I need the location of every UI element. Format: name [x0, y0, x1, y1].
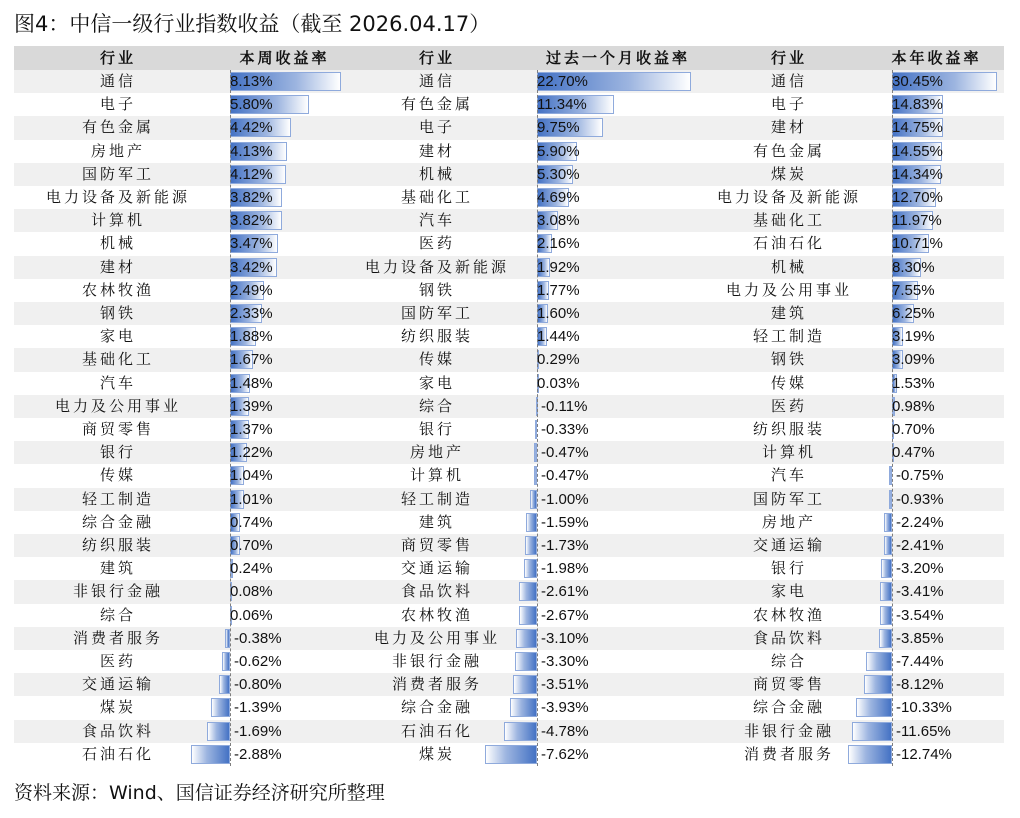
return-bar [864, 675, 892, 694]
return-value: 3.08% [537, 212, 580, 230]
industry-name: 煤炭 [770, 164, 807, 183]
return-value: -0.62% [234, 653, 282, 670]
industry-name: 银行 [770, 559, 807, 578]
header-industry-2: 行业 [418, 49, 455, 67]
table-row [14, 696, 1004, 719]
header-industry-3: 行业 [770, 49, 807, 67]
return-value: -0.33% [541, 421, 589, 438]
table-row [14, 650, 1004, 673]
industry-name: 建筑 [418, 512, 455, 531]
industry-name: 交通运输 [752, 536, 825, 554]
return-bar [504, 722, 537, 741]
industry-name: 房地产 [409, 443, 464, 462]
industry-name: 电力设备及新能源 [716, 188, 861, 206]
return-value: -12.74% [896, 745, 952, 763]
return-value: -2.67% [541, 606, 589, 624]
table-row [14, 488, 1004, 511]
return-value: 1.04% [230, 467, 273, 485]
return-bar [856, 698, 892, 717]
industry-name: 综合金融 [81, 512, 154, 531]
zero-axis-line [230, 70, 231, 766]
return-value: 4.42% [230, 119, 273, 137]
return-bar [525, 536, 537, 555]
return-value: 3.47% [230, 235, 273, 253]
return-value: -3.41% [896, 583, 944, 601]
industry-name: 商贸零售 [752, 675, 825, 694]
return-value: 5.80% [230, 96, 273, 114]
industry-name: 计算机 [90, 211, 145, 230]
industry-name: 传媒 [418, 350, 455, 369]
return-value: -2.88% [234, 745, 282, 763]
table-row [14, 441, 1004, 464]
return-value: 1.77% [537, 281, 580, 299]
zero-axis-line [537, 70, 538, 766]
industry-name: 基础化工 [81, 350, 154, 369]
return-value: 1.88% [230, 328, 273, 346]
industry-name: 家电 [418, 373, 455, 392]
industry-name: 家电 [99, 327, 136, 346]
return-value: 1.60% [537, 305, 580, 322]
return-bar [510, 698, 537, 717]
return-value: 1.22% [230, 444, 273, 462]
industry-name: 综合金融 [752, 698, 825, 717]
return-value: 8.30% [892, 258, 935, 276]
return-bar [879, 629, 892, 648]
industry-name: 国防军工 [400, 304, 473, 322]
return-bar [207, 722, 230, 741]
return-value: -4.78% [541, 722, 589, 740]
return-value: -11.65% [896, 722, 951, 740]
industry-name: 非银行金融 [391, 652, 482, 670]
return-value: -1.39% [234, 699, 282, 717]
industry-name: 建材 [418, 141, 455, 160]
industry-name: 食品饮料 [81, 721, 154, 740]
return-value: 0.03% [537, 374, 580, 392]
return-value: 0.08% [230, 583, 273, 601]
industry-name: 煤炭 [99, 698, 136, 717]
industry-name: 电子 [418, 118, 455, 137]
table-row [14, 348, 1004, 371]
industry-name: 消费者服务 [72, 628, 163, 647]
table-row [14, 140, 1004, 163]
return-value: 0.24% [230, 560, 273, 578]
industry-name: 食品饮料 [752, 628, 825, 647]
return-value: -3.20% [896, 560, 944, 578]
industry-name: 机械 [770, 257, 807, 276]
industry-name: 银行 [418, 420, 455, 438]
return-bar [519, 582, 537, 601]
return-value: 11.34% [537, 96, 587, 114]
industry-name: 电力设备及新能源 [364, 257, 509, 276]
industry-name: 纺织服装 [81, 536, 154, 554]
return-bar [219, 675, 230, 694]
table-row [14, 209, 1004, 232]
return-bar [515, 652, 537, 671]
industry-name: 传媒 [99, 466, 136, 485]
industry-name: 医药 [770, 396, 807, 415]
return-bar [881, 559, 892, 578]
table-header [14, 46, 1004, 70]
industry-name: 计算机 [761, 443, 816, 462]
return-value: 5.90% [537, 142, 580, 160]
industry-name: 综合金融 [400, 698, 473, 717]
return-bar [848, 745, 892, 764]
return-value: -1.98% [541, 560, 589, 578]
industry-name: 有色金属 [81, 118, 154, 137]
return-bar [211, 698, 230, 717]
return-value: 1.44% [537, 328, 580, 346]
return-value: 2.33% [230, 305, 273, 322]
return-value: -3.10% [541, 629, 589, 647]
return-bar [516, 629, 537, 648]
return-value: 12.70% [892, 189, 943, 206]
return-value: -3.30% [541, 653, 589, 670]
return-value: -2.24% [896, 513, 944, 531]
return-value: 2.16% [537, 235, 580, 253]
return-value: -3.54% [896, 606, 944, 624]
table-row [14, 395, 1004, 418]
return-value: -0.47% [541, 467, 589, 485]
return-bar [884, 513, 892, 532]
industry-name: 通信 [770, 72, 807, 90]
return-value: 1.01% [230, 490, 273, 508]
industry-name: 基础化工 [400, 188, 473, 206]
return-value: 0.98% [892, 397, 935, 415]
table-row [14, 557, 1004, 580]
industry-name: 钢铁 [99, 304, 136, 322]
table-row [14, 534, 1004, 557]
industry-name: 煤炭 [418, 744, 455, 763]
return-bar [191, 745, 230, 764]
return-value: -0.11% [541, 397, 588, 415]
industry-name: 钢铁 [418, 280, 455, 299]
industry-name: 钢铁 [770, 350, 807, 369]
table-row [14, 279, 1004, 302]
table-row [14, 464, 1004, 487]
return-value: 3.82% [230, 189, 273, 206]
return-value: -8.12% [896, 676, 944, 694]
return-value: 4.12% [230, 165, 273, 183]
industry-name: 综合 [418, 396, 455, 415]
industry-name: 计算机 [409, 466, 464, 485]
return-value: 1.67% [230, 351, 273, 369]
table-row [14, 720, 1004, 743]
table-row [14, 372, 1004, 395]
return-bar [880, 582, 892, 601]
return-value: 7.55% [892, 281, 935, 299]
return-value: 8.13% [230, 73, 273, 90]
industry-name: 消费者服务 [743, 744, 834, 763]
return-bar [222, 652, 230, 671]
table-row [14, 116, 1004, 139]
industry-name: 石油石化 [81, 744, 154, 763]
industry-name: 传媒 [770, 373, 807, 392]
table-row [14, 163, 1004, 186]
return-value: -0.47% [541, 444, 589, 462]
industry-name: 商贸零售 [400, 536, 473, 554]
table-row [14, 673, 1004, 696]
return-value: 1.39% [230, 397, 273, 415]
industry-name: 建筑 [99, 559, 136, 578]
table-row [14, 743, 1004, 766]
return-value: 0.74% [230, 513, 273, 531]
return-value: 6.25% [892, 305, 935, 322]
industry-name: 建筑 [770, 304, 807, 322]
industry-name: 医药 [99, 652, 136, 670]
table-row [14, 627, 1004, 650]
industry-name: 轻工制造 [81, 489, 154, 508]
industry-name: 电力及公用事业 [54, 396, 181, 415]
return-bar [513, 675, 537, 694]
industry-name: 房地产 [90, 141, 145, 160]
chart-title: 图4：中信一级行业指数收益（截至 2026.04.17） [14, 12, 491, 36]
industry-name: 机械 [418, 164, 455, 183]
table-row [14, 325, 1004, 348]
return-value: -2.61% [541, 583, 589, 601]
table-row [14, 256, 1004, 279]
industry-name: 消费者服务 [391, 675, 482, 694]
return-value: 0.70% [892, 421, 935, 438]
industry-name: 纺织服装 [752, 420, 825, 438]
industry-name: 家电 [770, 582, 807, 601]
return-value: 10.71% [892, 235, 943, 253]
return-value: 1.37% [230, 421, 273, 438]
return-value: 0.29% [537, 351, 580, 369]
return-bar [880, 606, 892, 625]
industry-name: 石油石化 [400, 721, 473, 740]
header-month-return: 过去一个月收益率 [545, 49, 690, 67]
return-value: 2.49% [230, 281, 273, 299]
return-value: -10.33% [896, 699, 952, 717]
return-value: 1.53% [892, 374, 935, 392]
return-bar [485, 745, 537, 764]
industry-name: 电力及公用事业 [725, 280, 852, 299]
return-value: 11.97% [892, 212, 942, 230]
industry-name: 电力设备及新能源 [45, 188, 190, 206]
industry-name: 汽车 [770, 466, 807, 485]
industry-name: 纺织服装 [400, 327, 473, 346]
industry-name: 非银行金融 [72, 582, 163, 601]
return-value: 4.69% [537, 189, 580, 206]
return-bar [519, 606, 537, 625]
industry-name: 综合 [770, 652, 807, 670]
table-row [14, 232, 1004, 255]
header-week-return: 本周收益率 [239, 49, 330, 67]
industry-name: 银行 [99, 443, 136, 462]
industry-name: 农林牧渔 [81, 280, 154, 299]
return-value: 3.19% [892, 328, 935, 346]
return-value: 14.83% [892, 96, 943, 114]
industry-name: 农林牧渔 [400, 605, 473, 624]
return-value: 3.82% [230, 212, 273, 230]
industry-name: 商贸零售 [81, 420, 154, 438]
return-value: -7.62% [541, 745, 589, 763]
header-industry-1: 行业 [99, 49, 136, 67]
return-bar [524, 559, 537, 578]
industry-name: 有色金属 [752, 141, 825, 160]
return-bar [852, 722, 892, 741]
return-value: 0.70% [230, 537, 273, 554]
zero-axis-line [892, 70, 893, 766]
return-value: -3.85% [896, 629, 944, 647]
return-value: 30.45% [892, 73, 943, 90]
industry-name: 建材 [770, 118, 807, 137]
table-row [14, 580, 1004, 603]
industry-name: 石油石化 [752, 234, 825, 253]
return-value: 14.75% [892, 119, 943, 137]
return-value: 22.70% [537, 73, 588, 90]
return-value: 0.47% [892, 444, 935, 462]
return-bar [526, 513, 537, 532]
industry-name: 房地产 [761, 512, 816, 531]
return-value: -0.93% [896, 490, 944, 508]
table-row [14, 93, 1004, 116]
industry-name: 建材 [99, 257, 136, 276]
return-value: 9.75% [537, 119, 580, 137]
industry-name: 电子 [770, 95, 807, 114]
table-row [14, 70, 1004, 93]
return-value: -1.00% [541, 490, 589, 508]
industry-name: 机械 [99, 234, 136, 253]
industry-name: 通信 [418, 72, 455, 90]
industry-name: 非银行金融 [743, 721, 834, 740]
return-value: 3.09% [892, 351, 935, 369]
return-value: -3.51% [541, 676, 589, 694]
industry-name: 电子 [99, 95, 136, 114]
industry-name: 医药 [418, 234, 455, 253]
return-value: 1.92% [537, 258, 580, 276]
return-value: 14.34% [892, 165, 943, 183]
header-ytd-return: 本年收益率 [891, 49, 982, 67]
return-value: -7.44% [896, 653, 944, 670]
table-row [14, 302, 1004, 325]
return-value: -1.69% [234, 722, 282, 740]
industry-name: 国防军工 [752, 489, 825, 508]
return-value: 5.30% [537, 165, 580, 183]
industry-name: 交通运输 [400, 559, 473, 578]
return-value: -0.38% [234, 629, 282, 647]
industry-name: 轻工制造 [752, 327, 825, 346]
return-value: 3.42% [230, 258, 273, 276]
industry-name: 国防军工 [81, 164, 154, 183]
table-row [14, 418, 1004, 441]
return-value: -1.73% [541, 537, 589, 554]
industry-name: 汽车 [418, 211, 455, 230]
return-bar [866, 652, 892, 671]
return-bar [530, 490, 537, 509]
return-value: -0.80% [234, 676, 282, 694]
industry-name: 有色金属 [400, 95, 473, 114]
return-value: -2.41% [896, 537, 944, 554]
return-bar [884, 536, 892, 555]
table-row [14, 186, 1004, 209]
return-value: 0.06% [230, 606, 273, 624]
return-value: -1.59% [541, 513, 589, 531]
industry-name: 食品饮料 [400, 582, 473, 601]
industry-name: 汽车 [99, 373, 136, 392]
industry-name: 农林牧渔 [752, 605, 825, 624]
table-row [14, 511, 1004, 534]
industry-name: 通信 [99, 72, 136, 90]
industry-name: 电力及公用事业 [373, 628, 500, 647]
source-note: 资料来源：Wind、国信证券经济研究所整理 [14, 782, 385, 804]
return-value: 1.48% [230, 374, 273, 392]
return-value: 14.55% [892, 142, 943, 160]
table-row [14, 604, 1004, 627]
industry-name: 交通运输 [81, 675, 154, 694]
return-value: -3.93% [541, 699, 589, 717]
industry-name: 轻工制造 [400, 489, 473, 508]
industry-name: 基础化工 [752, 211, 825, 230]
return-value: -0.75% [896, 467, 944, 485]
industry-name: 综合 [99, 605, 136, 624]
return-value: 4.13% [230, 142, 273, 160]
